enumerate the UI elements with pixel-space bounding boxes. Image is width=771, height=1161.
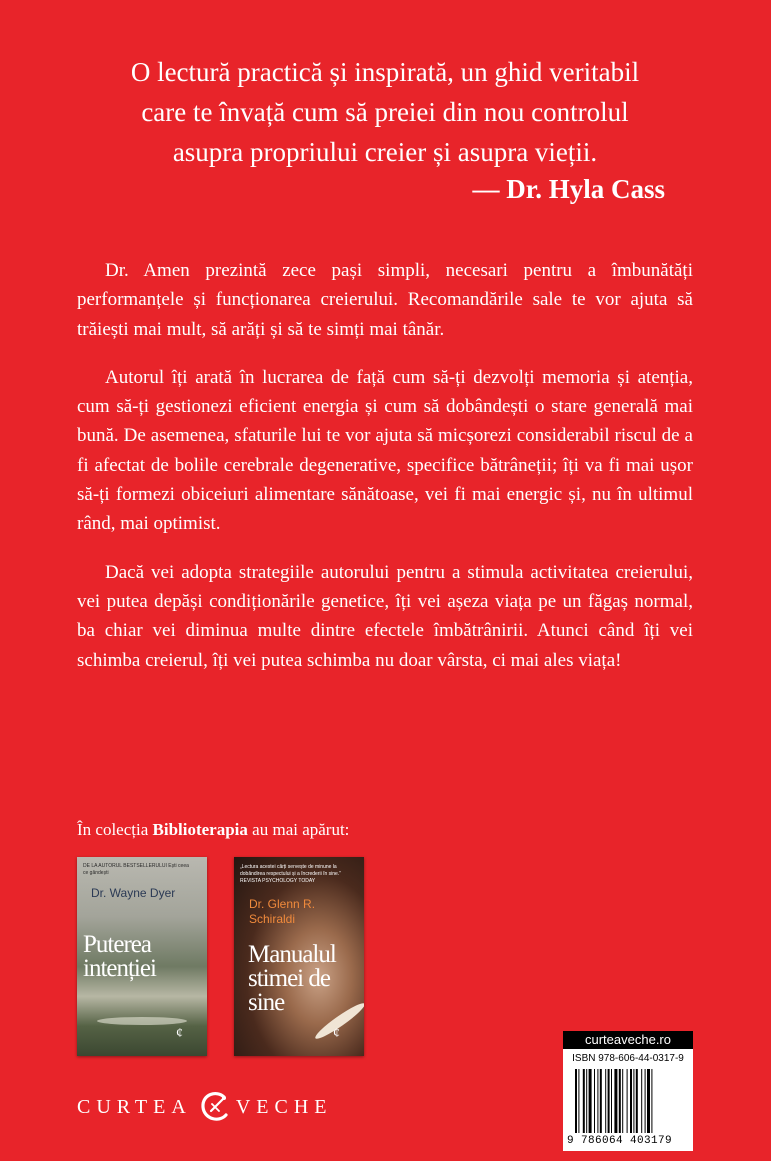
blurb-paragraph: Dacă vei adopta strategiile autorului pentru a stimula activitatea creierului, vei putea depăși condiționările genetice, îți vei așeza viața pe un făgaș normal, ba chiar vei diminua multe dintre efectele îmbătrânirii. Atunci când îți vei schimba creierul, îți vei putea schimba nu doar vârsta, ci mai ales viața! xyxy=(77,561,693,671)
quote-line: O lectură practică și inspirată, un ghid veritabil xyxy=(130,57,640,87)
barcode-panel xyxy=(563,1031,693,1151)
book-cover-manualul-stimei-de-sine xyxy=(234,857,364,1056)
book-tagline: DE LA AUTORUL BESTSELLERULUI Ești ceea ce gândești xyxy=(83,863,189,876)
book-cover-puterea-intentiei xyxy=(77,857,207,1056)
blurb-paragraph: Dr. Amen prezintă zece pași simpli, necesari pentru a îmbunătăți performanțele și funcționarea creierului. Recomandările sale te vor ajuta să trăiești mai mult, să arăți și să te simți mai tânăr. xyxy=(77,260,693,340)
book-title: Puterea intenției xyxy=(83,931,156,982)
collection-prefix: În colecția xyxy=(77,820,153,839)
river-image xyxy=(97,1017,187,1025)
collection-name: Biblioterapia xyxy=(152,820,248,839)
publisher-name-left: CURTEA xyxy=(77,1095,192,1118)
endorsement-quote xyxy=(60,52,710,172)
collection-heading xyxy=(77,818,349,842)
isbn-number: ISBN 978-606-44-0317-9 xyxy=(572,1053,684,1064)
publisher-name-right: VECHE xyxy=(235,1095,333,1118)
quote-line: asupra propriului creier și asupra vieții. xyxy=(172,137,598,167)
barcode-digits: 9 786064 403179 xyxy=(567,1135,673,1147)
book-author: Dr. Glenn R. Schiraldi xyxy=(249,897,316,926)
publisher-mark-icon: ȼ xyxy=(176,1026,183,1041)
book-title: Manualul stimei de sine xyxy=(248,941,336,1016)
blurb-paragraph: Autorul îți arată în lucrarea de față cum să-ți dezvolți memoria și atenția, cum să-ți gestionezi eficient energia și cum să dobândești o stare generală mai bună. De asemenea, sfaturile lui te vor ajuta să micșorezi considerabil riscul de a fi afectat de bolile cerebrale degenerative, specifice bătrâneții; îți va fi mai ușor să-ți formezi obiceiuri alimentare sănătoase, vei fi mai energic și, nu în ultimul rând, mai optimist. xyxy=(77,366,693,535)
book-tagline: „Lectura acestei cărți servește de minune la dobândirea respectului și a încrederii în sine.” REVISTA PSYCHOLOGY TODAY xyxy=(240,864,341,884)
book-author: Dr. Wayne Dyer xyxy=(91,886,176,900)
publisher-mark-icon: ȼ xyxy=(333,1026,340,1041)
blurb xyxy=(77,256,693,694)
quote-line: care te învață cum să preiei din nou controlul xyxy=(141,97,629,127)
curtea-veche-logo-icon xyxy=(196,1088,234,1126)
publisher-website: curteaveche.ro xyxy=(563,1031,693,1049)
collection-suffix: au mai apărut: xyxy=(247,820,350,839)
quote-author: — Dr. Hyla Cass xyxy=(472,174,665,204)
publisher-logo xyxy=(77,1092,332,1122)
barcode-icon xyxy=(575,1069,681,1133)
